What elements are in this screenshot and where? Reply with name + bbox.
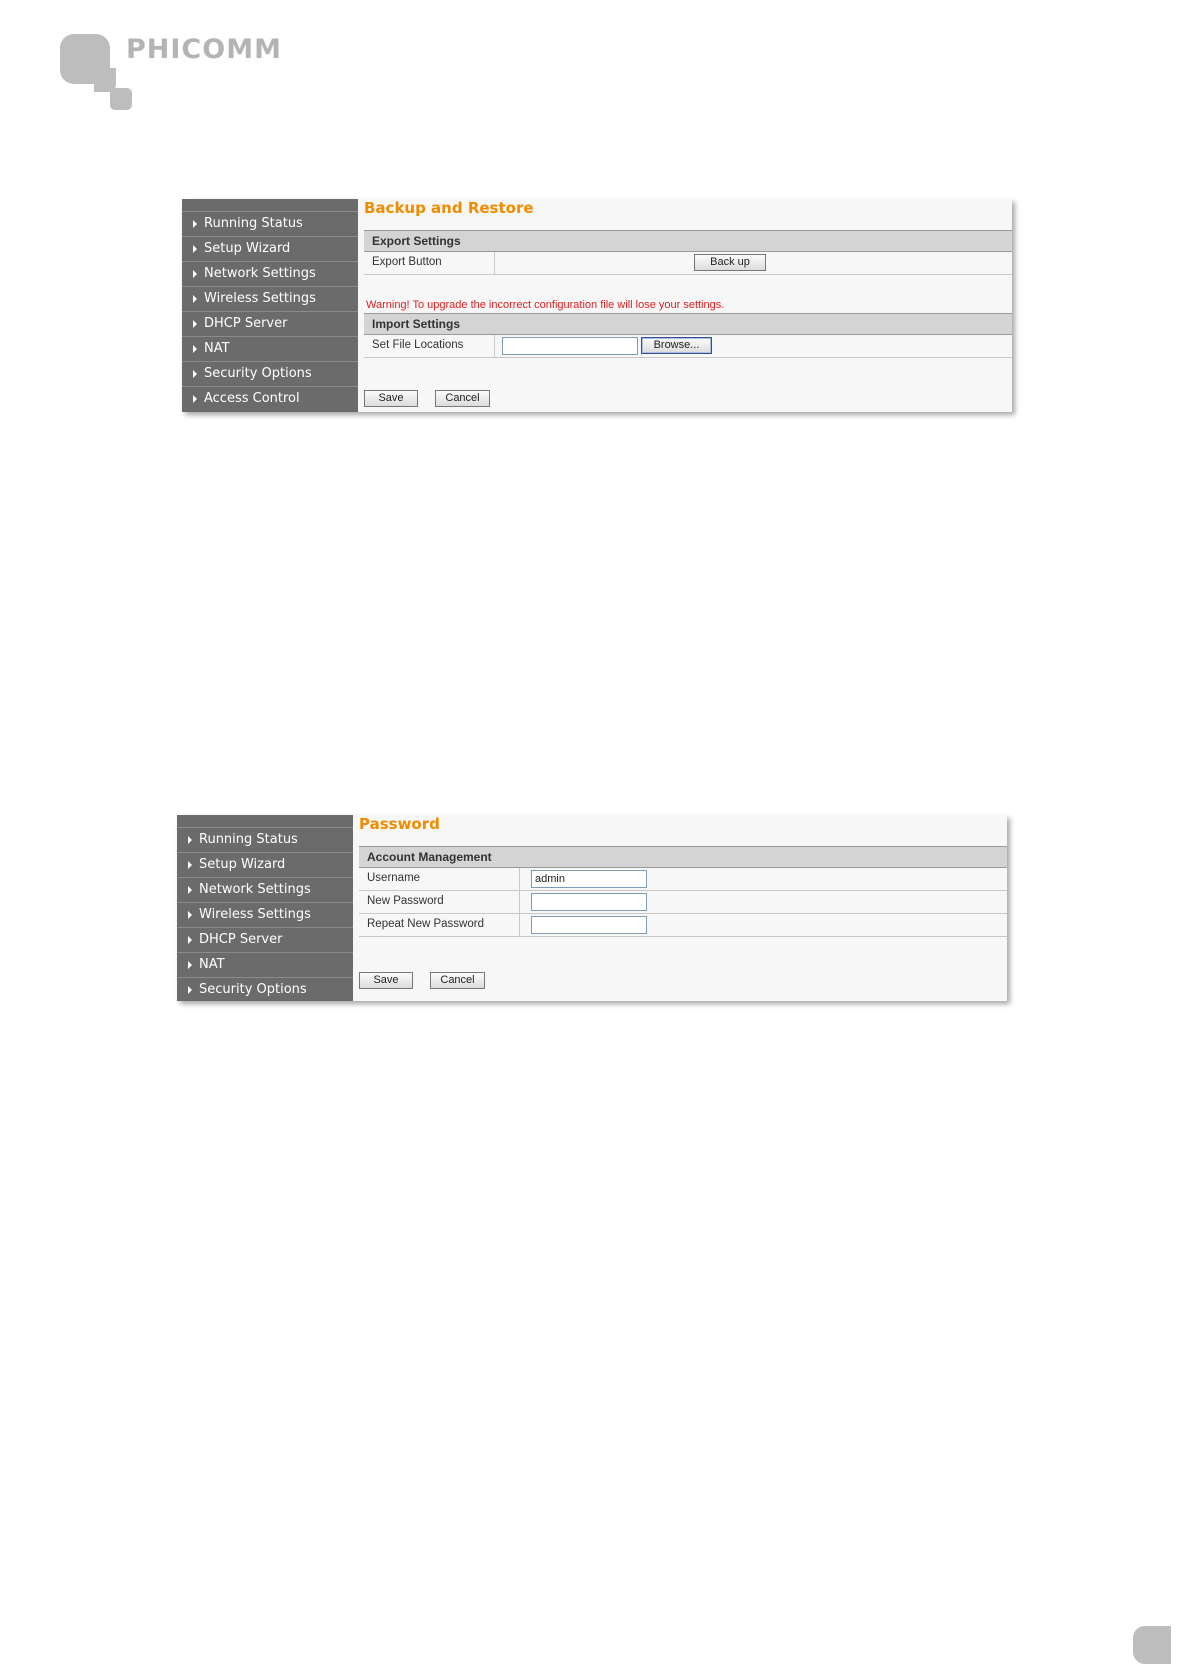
warning-message: Warning! To upgrade the incorrect configuration file will lose your settings. (366, 299, 725, 311)
export-row (364, 252, 1012, 275)
arrow-right-icon (193, 370, 197, 378)
page-number-tab (1133, 1626, 1171, 1664)
backup-restore-panel (182, 199, 1012, 412)
arrow-right-icon (188, 886, 192, 894)
file-location-input[interactable] (502, 337, 638, 355)
sidebar-menu (182, 199, 358, 412)
new-password-input[interactable] (531, 893, 647, 911)
arrow-right-icon (193, 295, 197, 303)
arrow-right-icon (188, 961, 192, 969)
file-location-row (364, 335, 1012, 358)
sidebar-item-running-status[interactable]: Running Status (177, 827, 353, 850)
sidebar-item-dhcp-server[interactable]: DHCP Server (182, 311, 358, 334)
repeat-password-row (359, 914, 1007, 937)
save-button[interactable]: Save (364, 390, 418, 407)
username-input[interactable]: admin (531, 870, 647, 888)
page-title: Password (359, 815, 440, 833)
sidebar-item-running-status[interactable]: Running Status (182, 211, 358, 234)
arrow-right-icon (193, 245, 197, 253)
sidebar-item-setup-wizard[interactable]: Setup Wizard (182, 236, 358, 259)
username-label: Username (367, 872, 421, 884)
sidebar-item-access-control[interactable]: Access Control (182, 386, 358, 409)
arrow-right-icon (188, 836, 192, 844)
username-row (359, 868, 1007, 891)
new-password-row (359, 891, 1007, 914)
file-location-label: Set File Locations (372, 339, 464, 351)
sidebar-item-network-settings[interactable]: Network Settings (182, 261, 358, 284)
arrow-right-icon (193, 320, 197, 328)
logo-text: PHICOMM (126, 34, 282, 65)
arrow-right-icon (188, 861, 192, 869)
arrow-right-icon (193, 345, 197, 353)
sidebar-item-nat[interactable]: NAT (182, 336, 358, 359)
arrow-right-icon (188, 986, 192, 994)
cancel-button[interactable]: Cancel (430, 972, 485, 989)
password-panel (177, 815, 1007, 1001)
sidebar-item-dhcp-server[interactable]: DHCP Server (177, 927, 353, 950)
section-header-import: Import Settings (364, 313, 1012, 335)
sidebar-item-security-options[interactable]: Security Options (177, 977, 353, 1000)
sidebar-menu (177, 815, 353, 1001)
arrow-right-icon (188, 911, 192, 919)
cancel-button[interactable]: Cancel (435, 390, 490, 407)
main-content (353, 815, 1007, 1001)
sidebar-item-wireless-settings[interactable]: Wireless Settings (182, 286, 358, 309)
sidebar-item-setup-wizard[interactable]: Setup Wizard (177, 852, 353, 875)
arrow-right-icon (193, 220, 197, 228)
section-header-export: Export Settings (364, 230, 1012, 252)
repeat-password-input[interactable] (531, 916, 647, 934)
sidebar-item-wireless-settings[interactable]: Wireless Settings (177, 902, 353, 925)
backup-button[interactable]: Back up (694, 254, 766, 271)
arrow-right-icon (188, 936, 192, 944)
sidebar-item-network-settings[interactable]: Network Settings (177, 877, 353, 900)
export-label: Export Button (372, 256, 442, 268)
phicomm-logo (60, 34, 280, 114)
main-content (358, 199, 1012, 412)
arrow-right-icon (193, 270, 197, 278)
save-button[interactable]: Save (359, 972, 413, 989)
browse-button[interactable]: Browse... (641, 337, 712, 354)
repeat-password-label: Repeat New Password (367, 918, 484, 930)
section-header-account: Account Management (359, 846, 1007, 868)
new-password-label: New Password (367, 895, 444, 907)
logo-mark-icon (60, 34, 132, 114)
arrow-right-icon (193, 395, 197, 403)
sidebar-item-nat[interactable]: NAT (177, 952, 353, 975)
sidebar-item-security-options[interactable]: Security Options (182, 361, 358, 384)
page-title: Backup and Restore (364, 199, 534, 217)
